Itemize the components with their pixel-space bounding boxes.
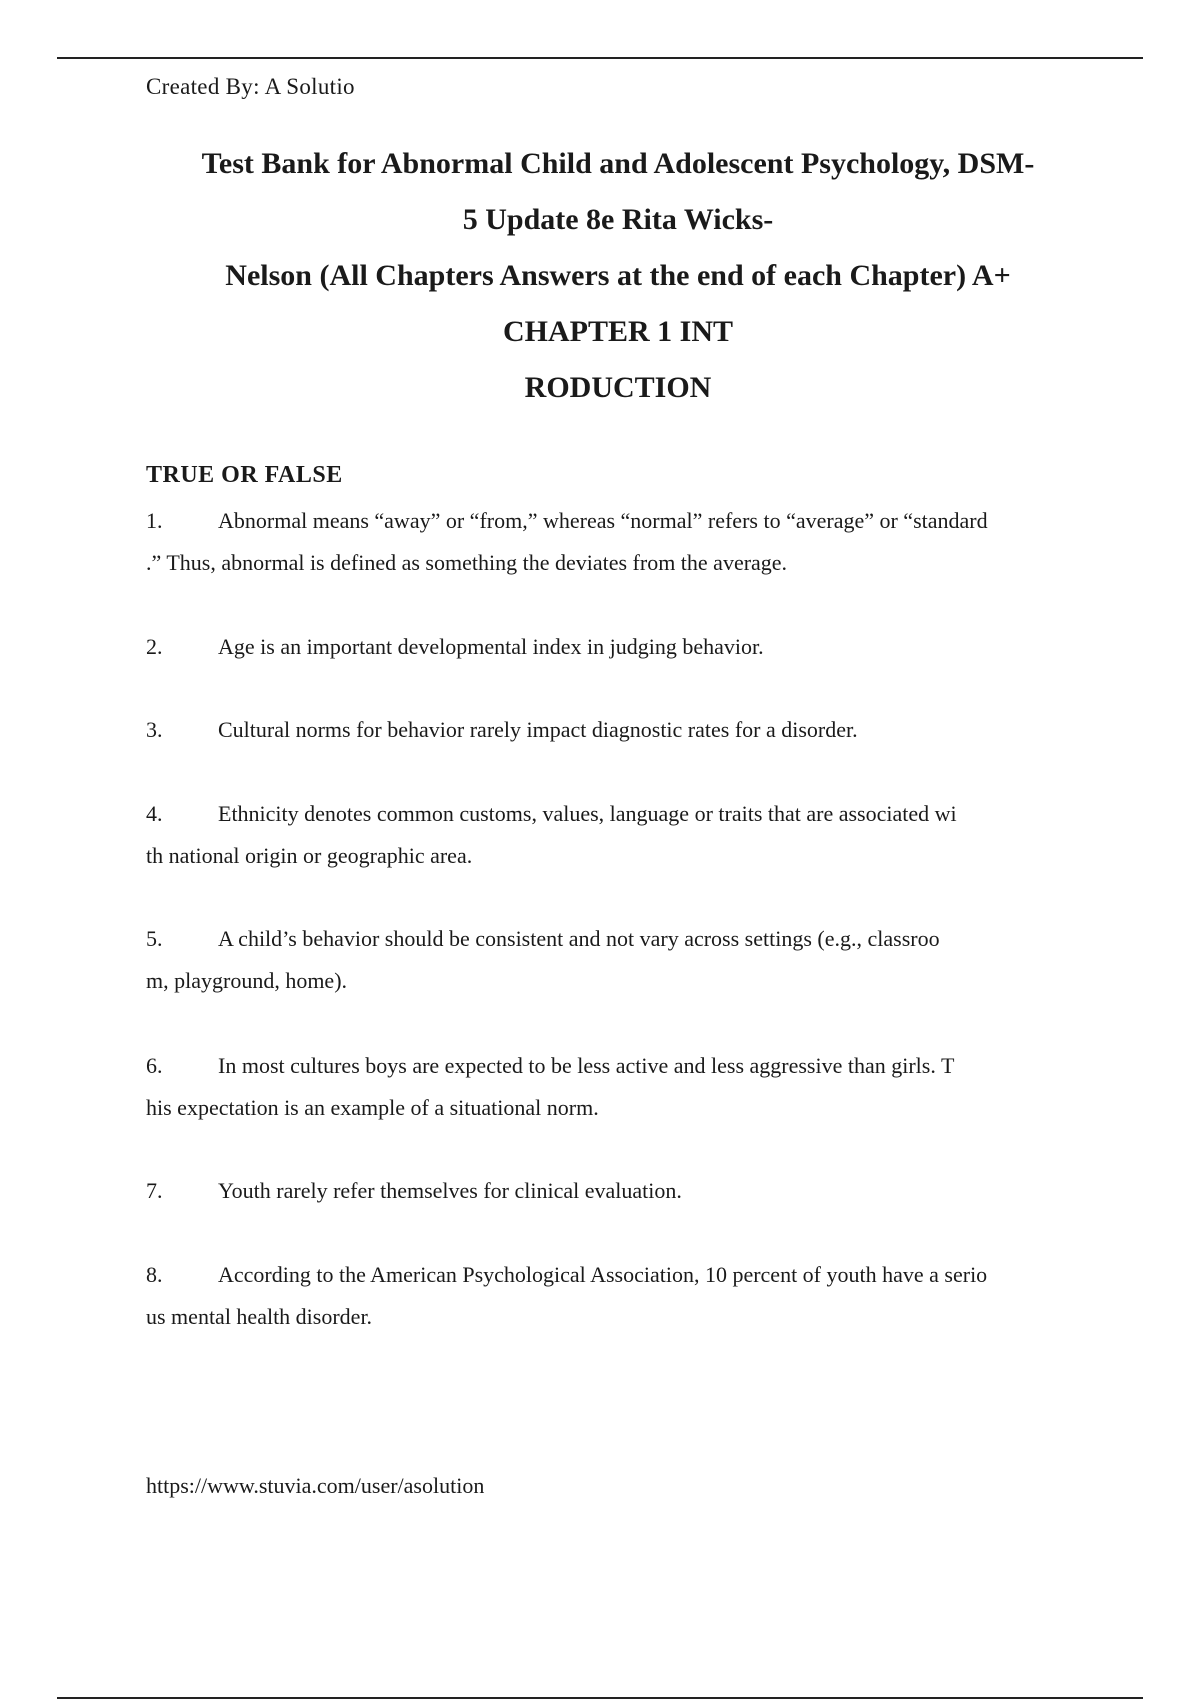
question-item bbox=[146, 709, 1086, 751]
question-number: 2. bbox=[146, 634, 163, 659]
question-number: 8. bbox=[146, 1262, 163, 1287]
question-item bbox=[146, 793, 1086, 877]
question-item bbox=[146, 1254, 1086, 1338]
question-number: 5. bbox=[146, 926, 163, 951]
top-divider bbox=[57, 57, 1143, 59]
question-item bbox=[146, 500, 1086, 584]
question-line bbox=[146, 918, 1086, 960]
question-line bbox=[146, 500, 1086, 542]
question-line bbox=[146, 1170, 1086, 1212]
question-text: Abnormal means “away” or “from,” whereas “normal” refers to “average” or “standard bbox=[218, 508, 988, 533]
question-number: 3. bbox=[146, 717, 163, 742]
question-item bbox=[146, 1045, 1086, 1129]
section-heading: TRUE OR FALSE bbox=[146, 462, 343, 488]
title-line-4: CHAPTER 1 INT bbox=[502, 315, 734, 348]
question-number: 1. bbox=[146, 508, 163, 533]
title-line-1: Test Bank for Abnormal Child and Adolescent Psychology, DSM- bbox=[201, 147, 1035, 180]
created-by-text: Created By: A Solutio bbox=[146, 74, 355, 99]
question-number: 6. bbox=[146, 1053, 163, 1078]
question-item bbox=[146, 626, 1086, 668]
question-line bbox=[146, 626, 1086, 668]
question-line bbox=[146, 1254, 1086, 1296]
question-text: According to the American Psychological Association, 10 percent of youth have a serio bbox=[218, 1262, 988, 1287]
question-number: 4. bbox=[146, 801, 163, 826]
question-continuation: his expectation is an example of a situational norm. bbox=[146, 1095, 599, 1120]
question-number: 7. bbox=[146, 1178, 163, 1203]
question-text: Age is an important developmental index in judging behavior. bbox=[218, 634, 764, 659]
question-item bbox=[146, 918, 1086, 1002]
question-continuation: m, playground, home). bbox=[146, 968, 348, 993]
question-text: In most cultures boys are expected to be less active and less aggressive than girls. T bbox=[218, 1053, 955, 1078]
question-line bbox=[146, 793, 1086, 835]
question-continuation: .” Thus, abnormal is defined as something the deviates from the average. bbox=[146, 550, 788, 575]
question-line bbox=[146, 1045, 1086, 1087]
question-item bbox=[146, 1170, 1086, 1212]
question-text: Ethnicity denotes common customs, values, language or traits that are associated wi bbox=[218, 801, 957, 826]
footer-link[interactable]: https://www.stuvia.com/user/asolution bbox=[146, 1473, 485, 1498]
bottom-divider bbox=[57, 1697, 1143, 1699]
title-line-2: 5 Update 8e Rita Wicks- bbox=[462, 203, 774, 236]
title-line-3: Nelson (All Chapters Answers at the end of each Chapter) A+ bbox=[225, 259, 1011, 292]
question-text: Youth rarely refer themselves for clinical evaluation. bbox=[218, 1178, 682, 1203]
question-continuation: us mental health disorder. bbox=[146, 1304, 373, 1329]
question-text: Cultural norms for behavior rarely impact diagnostic rates for a disorder. bbox=[218, 717, 858, 742]
question-text: A child’s behavior should be consistent and not vary across settings (e.g., classroo bbox=[218, 926, 940, 951]
question-line bbox=[146, 709, 1086, 751]
document-title bbox=[100, 136, 1136, 416]
title-line-5: RODUCTION bbox=[524, 371, 712, 404]
question-continuation: th national origin or geographic area. bbox=[146, 843, 473, 868]
